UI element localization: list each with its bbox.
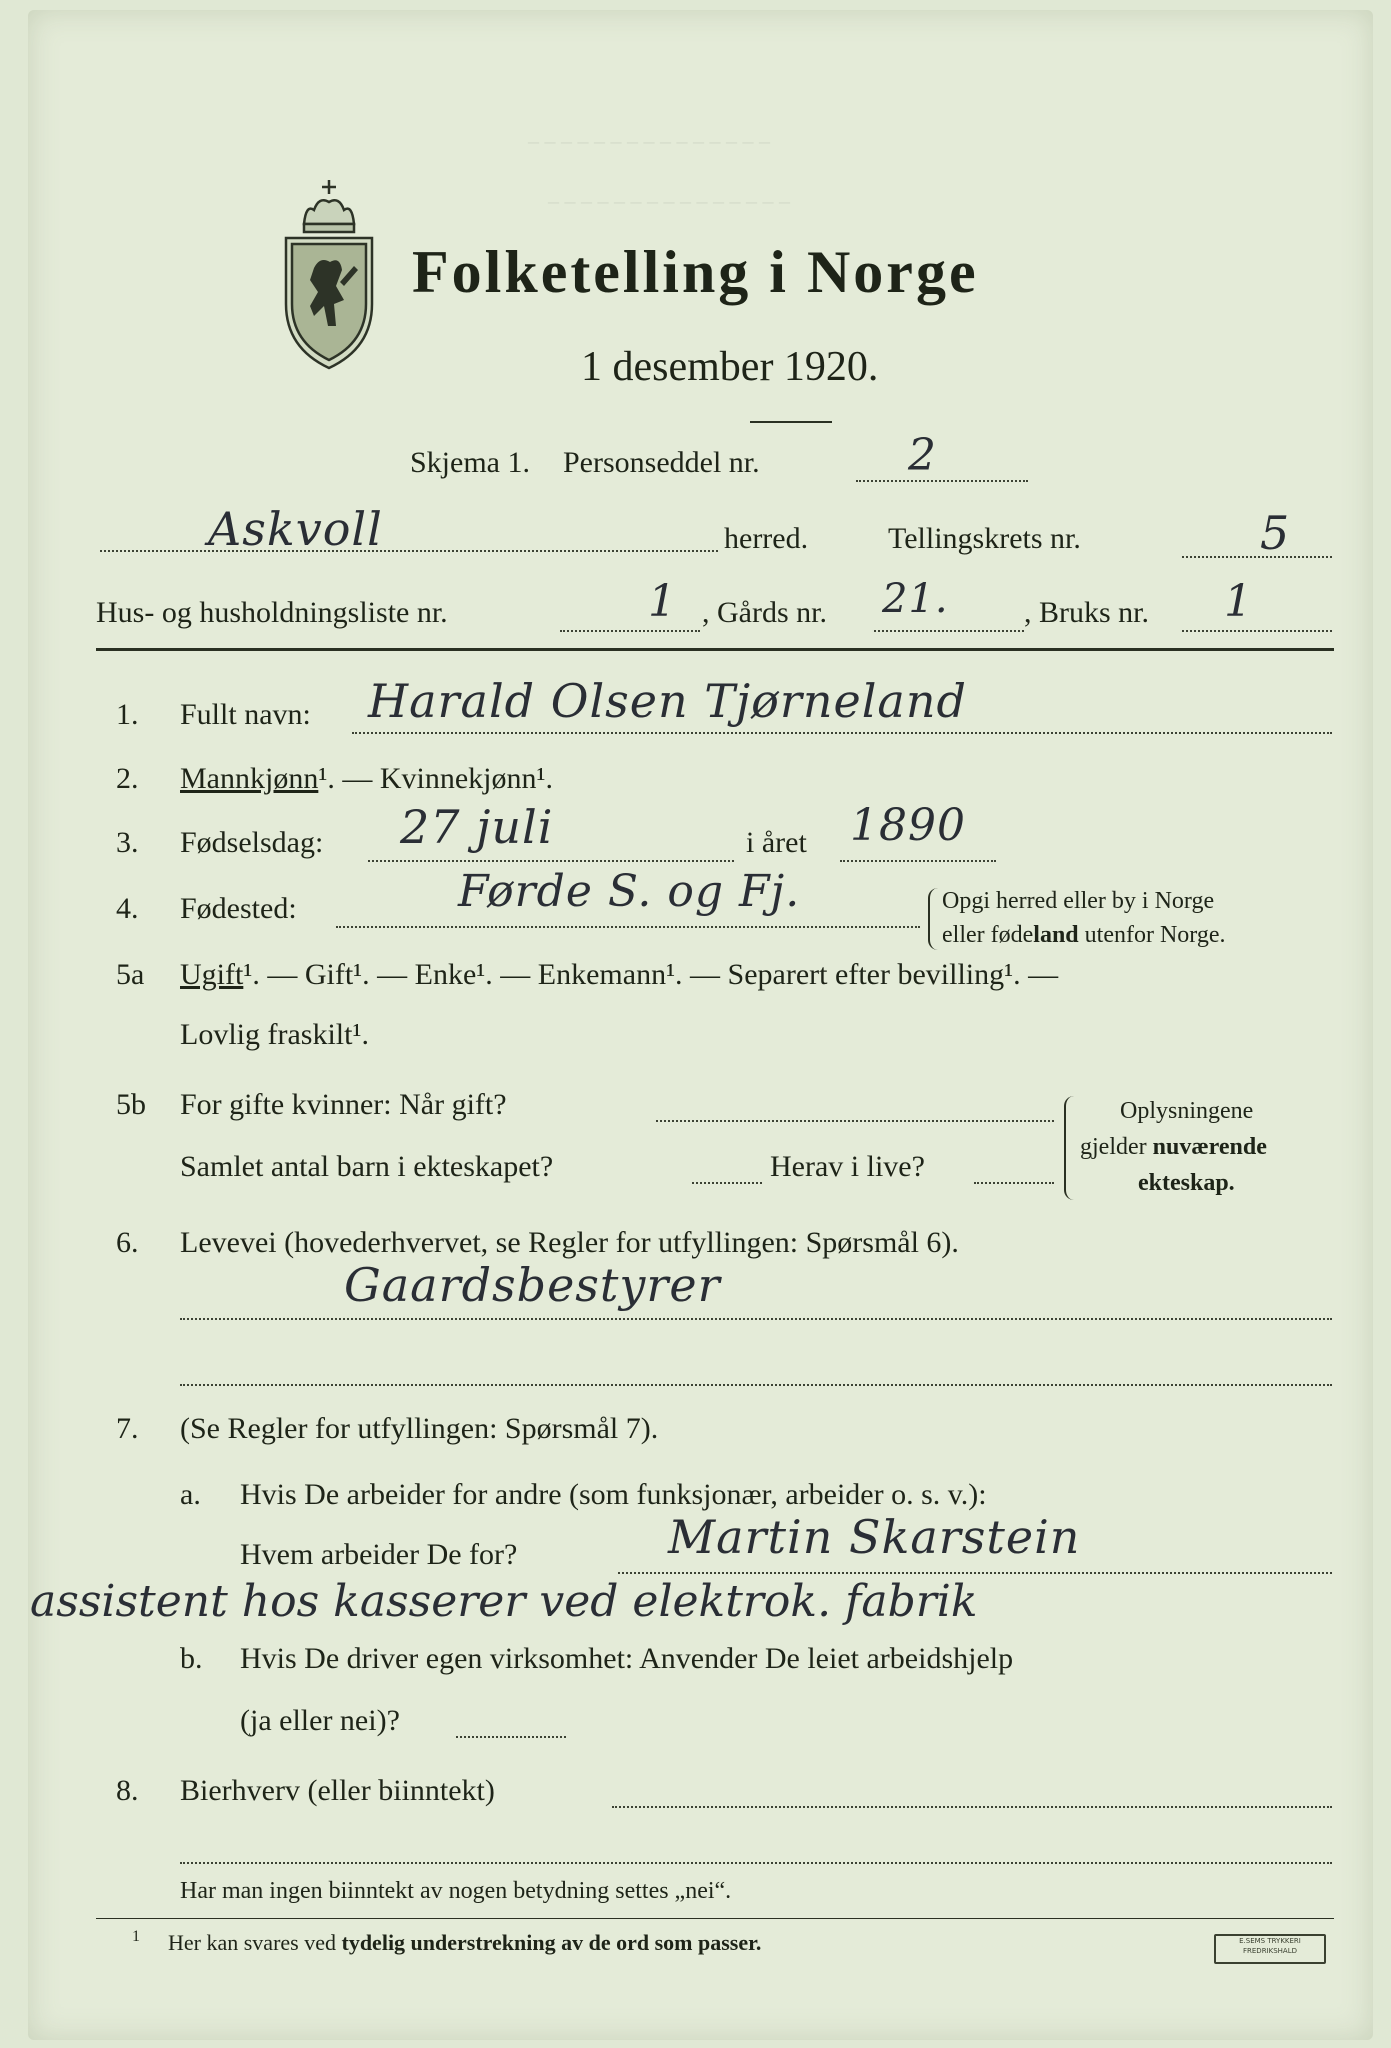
hired-help-line <box>456 1736 566 1738</box>
q3-number: 3. <box>116 826 139 859</box>
printer-stamp-line2: FREDRIKSHALD <box>1242 1947 1297 1955</box>
employer-label: Hvem arbeider De for? <box>240 1538 518 1571</box>
sex-separator: ¹. — <box>318 762 380 795</box>
husliste-line <box>560 630 700 632</box>
q7-number: 7. <box>116 1412 139 1445</box>
sex-end: ¹. <box>536 762 553 795</box>
gards-line <box>874 630 1024 632</box>
q7b-question: Hvis De driver egen virksomhet: Anvender De leiet arbeidshjelp <box>240 1642 1014 1675</box>
q4-number: 4. <box>116 892 139 925</box>
footnote-text-bold: tydelig understrekning av de ord som passer. <box>341 1930 762 1955</box>
birthday-line <box>368 860 734 862</box>
q1-label: Fullt navn: <box>180 698 311 731</box>
personseddel-label: Personseddel nr. <box>563 446 760 479</box>
herred-value: Askvoll <box>208 502 383 556</box>
children-alive-label: Herav i live? <box>770 1150 925 1183</box>
norwegian-coat-of-arms-icon <box>274 176 384 376</box>
marriage-note-brace <box>1064 1096 1076 1200</box>
sex-male-option: Mannkjønn <box>180 762 319 795</box>
married-when-line <box>656 1120 1054 1122</box>
marital-status-options <box>180 958 1058 992</box>
census-date: 1 desember 1920. <box>581 344 879 390</box>
tellingskrets-line <box>1182 556 1332 558</box>
q2-number: 2. <box>116 762 139 795</box>
birth-year-value: 1890 <box>850 800 966 851</box>
birth-year-label: i året <box>746 826 807 859</box>
sex-female-option: Kvinnekjønn <box>379 762 537 795</box>
census-form-sheet <box>28 10 1373 2040</box>
header-rule <box>96 648 1334 651</box>
gards-label: , Gårds nr. <box>702 596 827 629</box>
printer-stamp <box>1214 1934 1326 1964</box>
bleed-through-text: – – – – – – – – – – – – – – – <box>528 128 770 153</box>
sex-options <box>180 762 553 796</box>
married-when-label: For gifte kvinner: Når gift? <box>180 1088 507 1121</box>
birthday-value: 27 juli <box>400 800 554 854</box>
q7b-letter: b. <box>180 1642 203 1675</box>
birthday-label: Fødselsdag: <box>180 826 324 859</box>
footnote-text-plain: Her kan svares ved <box>168 1930 342 1955</box>
tellingskrets-value: 5 <box>1260 506 1291 560</box>
secondary-income-note: Har man ingen biinntekt av nogen betydning settes „nei“. <box>180 1878 732 1904</box>
schema-number: Skjema 1. <box>410 446 530 479</box>
full-name-line <box>352 732 1332 734</box>
footer-rule <box>96 1918 1334 1919</box>
birthplace-note-line2 <box>942 922 1226 949</box>
q7a-letter: a. <box>180 1478 201 1511</box>
secondary-income-label: Bierhverv (eller biinntekt) <box>180 1774 495 1807</box>
occupation-value: Gaardsbestyrer <box>344 1258 721 1312</box>
note-text: utenfor Norge. <box>1078 922 1226 948</box>
herred-line <box>100 550 718 552</box>
full-name-value: Harald Olsen Tjørneland <box>368 674 967 728</box>
marital-other-options: ¹. — Gift¹. — Enke¹. — Enkemann¹. — Separert efter bevilling¹. — <box>243 958 1059 991</box>
employer-extra-note: assistent hos kasserer ved elektrok. fabrik <box>30 1576 978 1627</box>
note-text: eller føde <box>942 922 1034 948</box>
employer-line <box>618 1572 1332 1574</box>
q7a-question: Hvis De arbeider for andre (som funksjonær, arbeider o. s. v.): <box>240 1478 987 1511</box>
herred-label: herred. <box>724 522 809 555</box>
q7-label: (Se Regler for utfyllingen: Spørsmål 7). <box>180 1412 659 1445</box>
personseddel-value: 2 <box>908 430 937 481</box>
marriage-note-line3: ekteskap. <box>1138 1170 1235 1196</box>
q1-number: 1. <box>116 698 139 731</box>
secondary-income-line-2 <box>180 1862 1332 1864</box>
printer-stamp-line1: E.SEMS TRYKKERI <box>1239 1937 1301 1945</box>
footnote-text <box>168 1930 761 1956</box>
note-bold-text: land <box>1033 922 1079 948</box>
title-divider <box>750 421 832 423</box>
q5a-number: 5a <box>116 958 145 991</box>
marriage-note-line2 <box>1080 1134 1267 1161</box>
marital-divorced-option: Lovlig fraskilt¹. <box>180 1018 369 1051</box>
q6-number: 6. <box>116 1226 139 1259</box>
tellingskrets-label: Tellingskrets nr. <box>888 522 1081 555</box>
footnote-mark: 1 <box>132 1928 140 1945</box>
birthplace-value: Førde S. og Fj. <box>458 866 801 917</box>
gards-value: 21. <box>882 576 949 622</box>
bleed-through-text: – – – – – – – – – – – – – – – <box>548 188 790 213</box>
birthplace-note-brace <box>928 888 938 950</box>
secondary-income-line-1 <box>612 1806 1332 1808</box>
occupation-line-1 <box>180 1318 1332 1320</box>
note-text: gjelder <box>1080 1134 1153 1160</box>
children-count-line <box>692 1182 762 1184</box>
q5b-number: 5b <box>116 1088 146 1121</box>
birthplace-note-line1: Opgi herred eller by i Norge <box>942 888 1215 914</box>
personseddel-line <box>856 480 1028 482</box>
birthplace-line <box>336 926 920 928</box>
birth-year-line <box>840 860 996 862</box>
bruks-line <box>1182 630 1332 632</box>
occupation-line-2 <box>180 1384 1332 1386</box>
children-count-label: Samlet antal barn i ekteskapet? <box>180 1150 554 1183</box>
form-title: Folketelling i Norge <box>412 239 979 305</box>
birthplace-label: Fødested: <box>180 892 297 925</box>
hired-help-label: (ja eller nei)? <box>240 1704 400 1737</box>
children-alive-line <box>974 1182 1054 1184</box>
husliste-label: Hus- og husholdningsliste nr. <box>96 596 448 629</box>
husliste-value: 1 <box>648 576 677 627</box>
bruks-label: , Bruks nr. <box>1024 596 1150 629</box>
bruks-value: 1 <box>1224 576 1253 627</box>
marriage-note-line1: Oplysningene <box>1120 1098 1254 1124</box>
q8-number: 8. <box>116 1774 139 1807</box>
employer-value: Martin Skarstein <box>668 1510 1081 1564</box>
note-bold-text: nuværende <box>1152 1134 1267 1160</box>
occupation-label: Levevei (hovederhvervet, se Regler for utfyllingen: Spørsmål 6). <box>180 1226 959 1259</box>
marital-unmarried-option: Ugift <box>180 958 244 991</box>
